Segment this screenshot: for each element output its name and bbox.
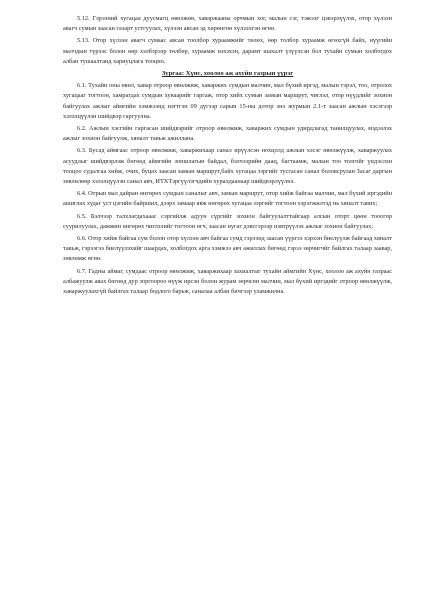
paragraph-6-1: 6.1. Тухайн оны өвөл, хавар отроор өвөлжиж, хаваржих сумдын малчин, мал бүхий иргэд, малын тэрэл, тоо, отролох хугацааг тогтоон, хамрагдах сумдын хуваарийг гаргаж, отор хийх сумын замын маршрут, чиглэл, отор нүүдлийг зохион байгуулах ажлыг аймгийн хэмжээнд нэгтгэн 09 дүгээр сарын 15-ны дотор энэ журмын 2.1-т заасан ажлын хэсэгээр хэлэлцүүлэн шийдвэр гаргуулна. (63, 82, 392, 120)
paragraph-6-6: 6.6. Отор хийж байгаа сум болон отор хүлээн авч байгаа сумд гэрээнд заасан үүргээ хэрхэн биелүүлж байгаад хяналт тавьж, гэрээгээ биелүүлэхийг шаардах, холбогдох арга хэмжээ авч ажиллах бөгөөд гэрээ зөрчигчйг байлгах талаар заавар, зөвлөмж өгнө. (63, 235, 393, 263)
paragraph-5-12: 5.12. Гэрээний хугацаа дуусмагц өвөлжөө, хаваржааны орчмын хог, малын сэг, тэжээг цэвэрлүүлэх, отор хүлээн авагч сумын заасан газарт устгуулах, хүлээн авсан эд хөрөнгөө хүлээлгэн өгнө. (63, 15, 392, 33)
paragraph-6-5: 6.5. Бэлчээр талхлагдахааас сэргийлж адуун сүргийг зохион байгуулалттайгаар алсын оторт цөөн тооогор суурилуулах, дамжин өнгөрөх чиглэлийг тогтоон өгч, заасан нугаг дэвсгэрээр нэвтрүүлэх ажлыг зохион байгуулах; (63, 212, 392, 230)
paragraph-6-4: 6.4. Отрын мал дайран өнгөрөх сумдын саналыг авч, замын маршрут, отор хийж байгаа малчин, мал бүхий иргэдийн ашиглах худаг уст цэгийн байршил, дээрх замаар явж өнгөрөх хугацаа зэргийг тогтоон хэрэгжилтэд нь хяналт тавих; (63, 190, 392, 208)
paragraph-6-7: 6.7. Гадны аймаг, сумдаас отроор өвөлжиж, хаваржихаар захиалгыг тухайн аймгийн Хүнс, хоолоо аж ахуйн газраас албажуулж авах бөгөөд дур зоргоороо нүүж ирсэн болон журам зөрчсөн малчин, мал бүхий иргэдийг отроор өвөлжүүлж, хаваржуулахгүй байлгах талаар бодлого барьж, саналаа албан бичгээр уламжилна. (63, 267, 392, 296)
paragraph-5-13: 5.13. Отор хүлээн авагч сумаас авсан тоолбор хураамжийг төлөх, өөр толбор хураамж өгөхгүй байх, нүүгийн малчдын түрээс болон өөр хэлбэрээр төлбөр, хураамж нэхэхэн, дарамт шахалт үзүүлсэн бол тухайн сумын холбогдох албан тушаалтанд хариуцлага тооцно. (63, 37, 392, 65)
paragraph-6-3: 6.3. Бусад аймгаас отроор өвөлжиж, хаваржихаар санал ирүүлсэн нохцолд ажлын хэсэг өвөлжүүлж, хаваржуулах асуудлыг шийдвэрлэж бөгөөд аймгийн зоншлагын байдал, бэлчээрийн даац, багтаамж, малын тоо толгойг үндэслэн тооцоо судалгаа хийж, очих, буцах заасан замын маршрут,байх хугацаа зэргийг тусгасан санал боловсрулан Засаг даргын зөвлөлөөр хэлэлцүүлэн санал авч, ИТХТэргүүлэгчдийн хуралдаанаар шийдвэрлүүлнэ. (63, 147, 392, 186)
paragraph-6-2: 6.2. Ажлын хэсгийн гаргасан шийдвэрийг отроор өвөлжиж, хаваржих сумдын удирдлагад танилцуулах, мэдээлэх ажлыг зохион байгуулж, хяналт тавьж ажиллана. (63, 125, 392, 143)
section-title: Зургаа: Хүнс, хоолоо аж ахуйн газрын үүрэг (161, 70, 294, 78)
